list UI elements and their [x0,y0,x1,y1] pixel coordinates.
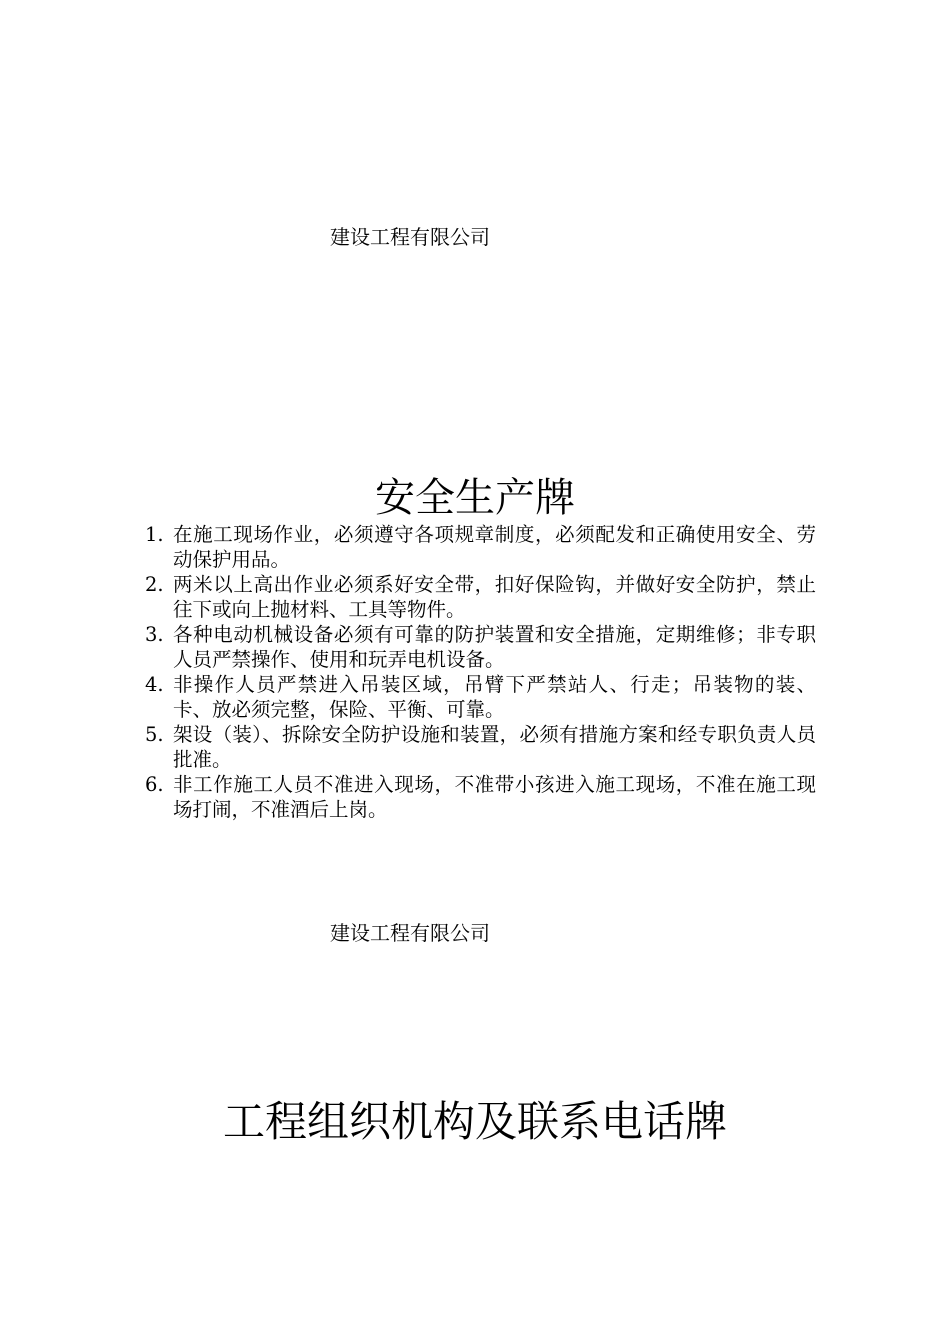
safety-rule-item [140,772,816,822]
rule-text: 各种电动机械设备必须有可靠的防护装置和安全措施，定期维修；非专职人员严禁操作、使用和玩弄电机设备。 [173,623,816,671]
safety-rule-item [140,572,816,622]
rule-number: 6. [145,773,164,796]
org-sign-title: 工程组织机构及联系电话牌 [222,1097,727,1146]
rule-text: 在施工现场作业，必须遵守各项规章制度，必须配发和正确使用安全、劳动保护用品。 [173,523,816,571]
safety-rule-item [140,672,816,722]
rule-number: 1. [145,523,164,546]
safety-rule-item [140,622,816,672]
rule-number: 4. [145,673,164,696]
safety-rules-list [140,522,816,822]
rule-text: 非操作人员严禁进入吊装区域，吊臂下严禁站人、行走；吊装物的装、卡、放必须完整，保险、平衡、可靠。 [173,673,816,721]
rule-text: 架设（装）、拆除安全防护设施和装置，必须有措施方案和经专职负责人员批准。 [173,723,816,771]
company-name-bottom: 建设工程有限公司 [330,921,490,945]
rule-number: 2. [145,573,164,596]
safety-rule-item [140,722,816,772]
rule-text: 两米以上高出作业必须系好安全带，扣好保险钩，并做好安全防护，禁止往下或向上抛材料、工具等物件。 [173,573,816,621]
safety-rule-item [140,522,816,572]
rule-number: 3. [145,623,164,646]
rule-text: 非工作施工人员不准进入现场，不准带小孩进入施工现场，不准在施工现场打闹，不准酒后上岗。 [173,773,816,821]
company-name-top: 建设工程有限公司 [330,225,490,249]
rule-number: 5. [145,723,164,746]
safety-sign-title: 安全生产牌 [375,475,575,521]
